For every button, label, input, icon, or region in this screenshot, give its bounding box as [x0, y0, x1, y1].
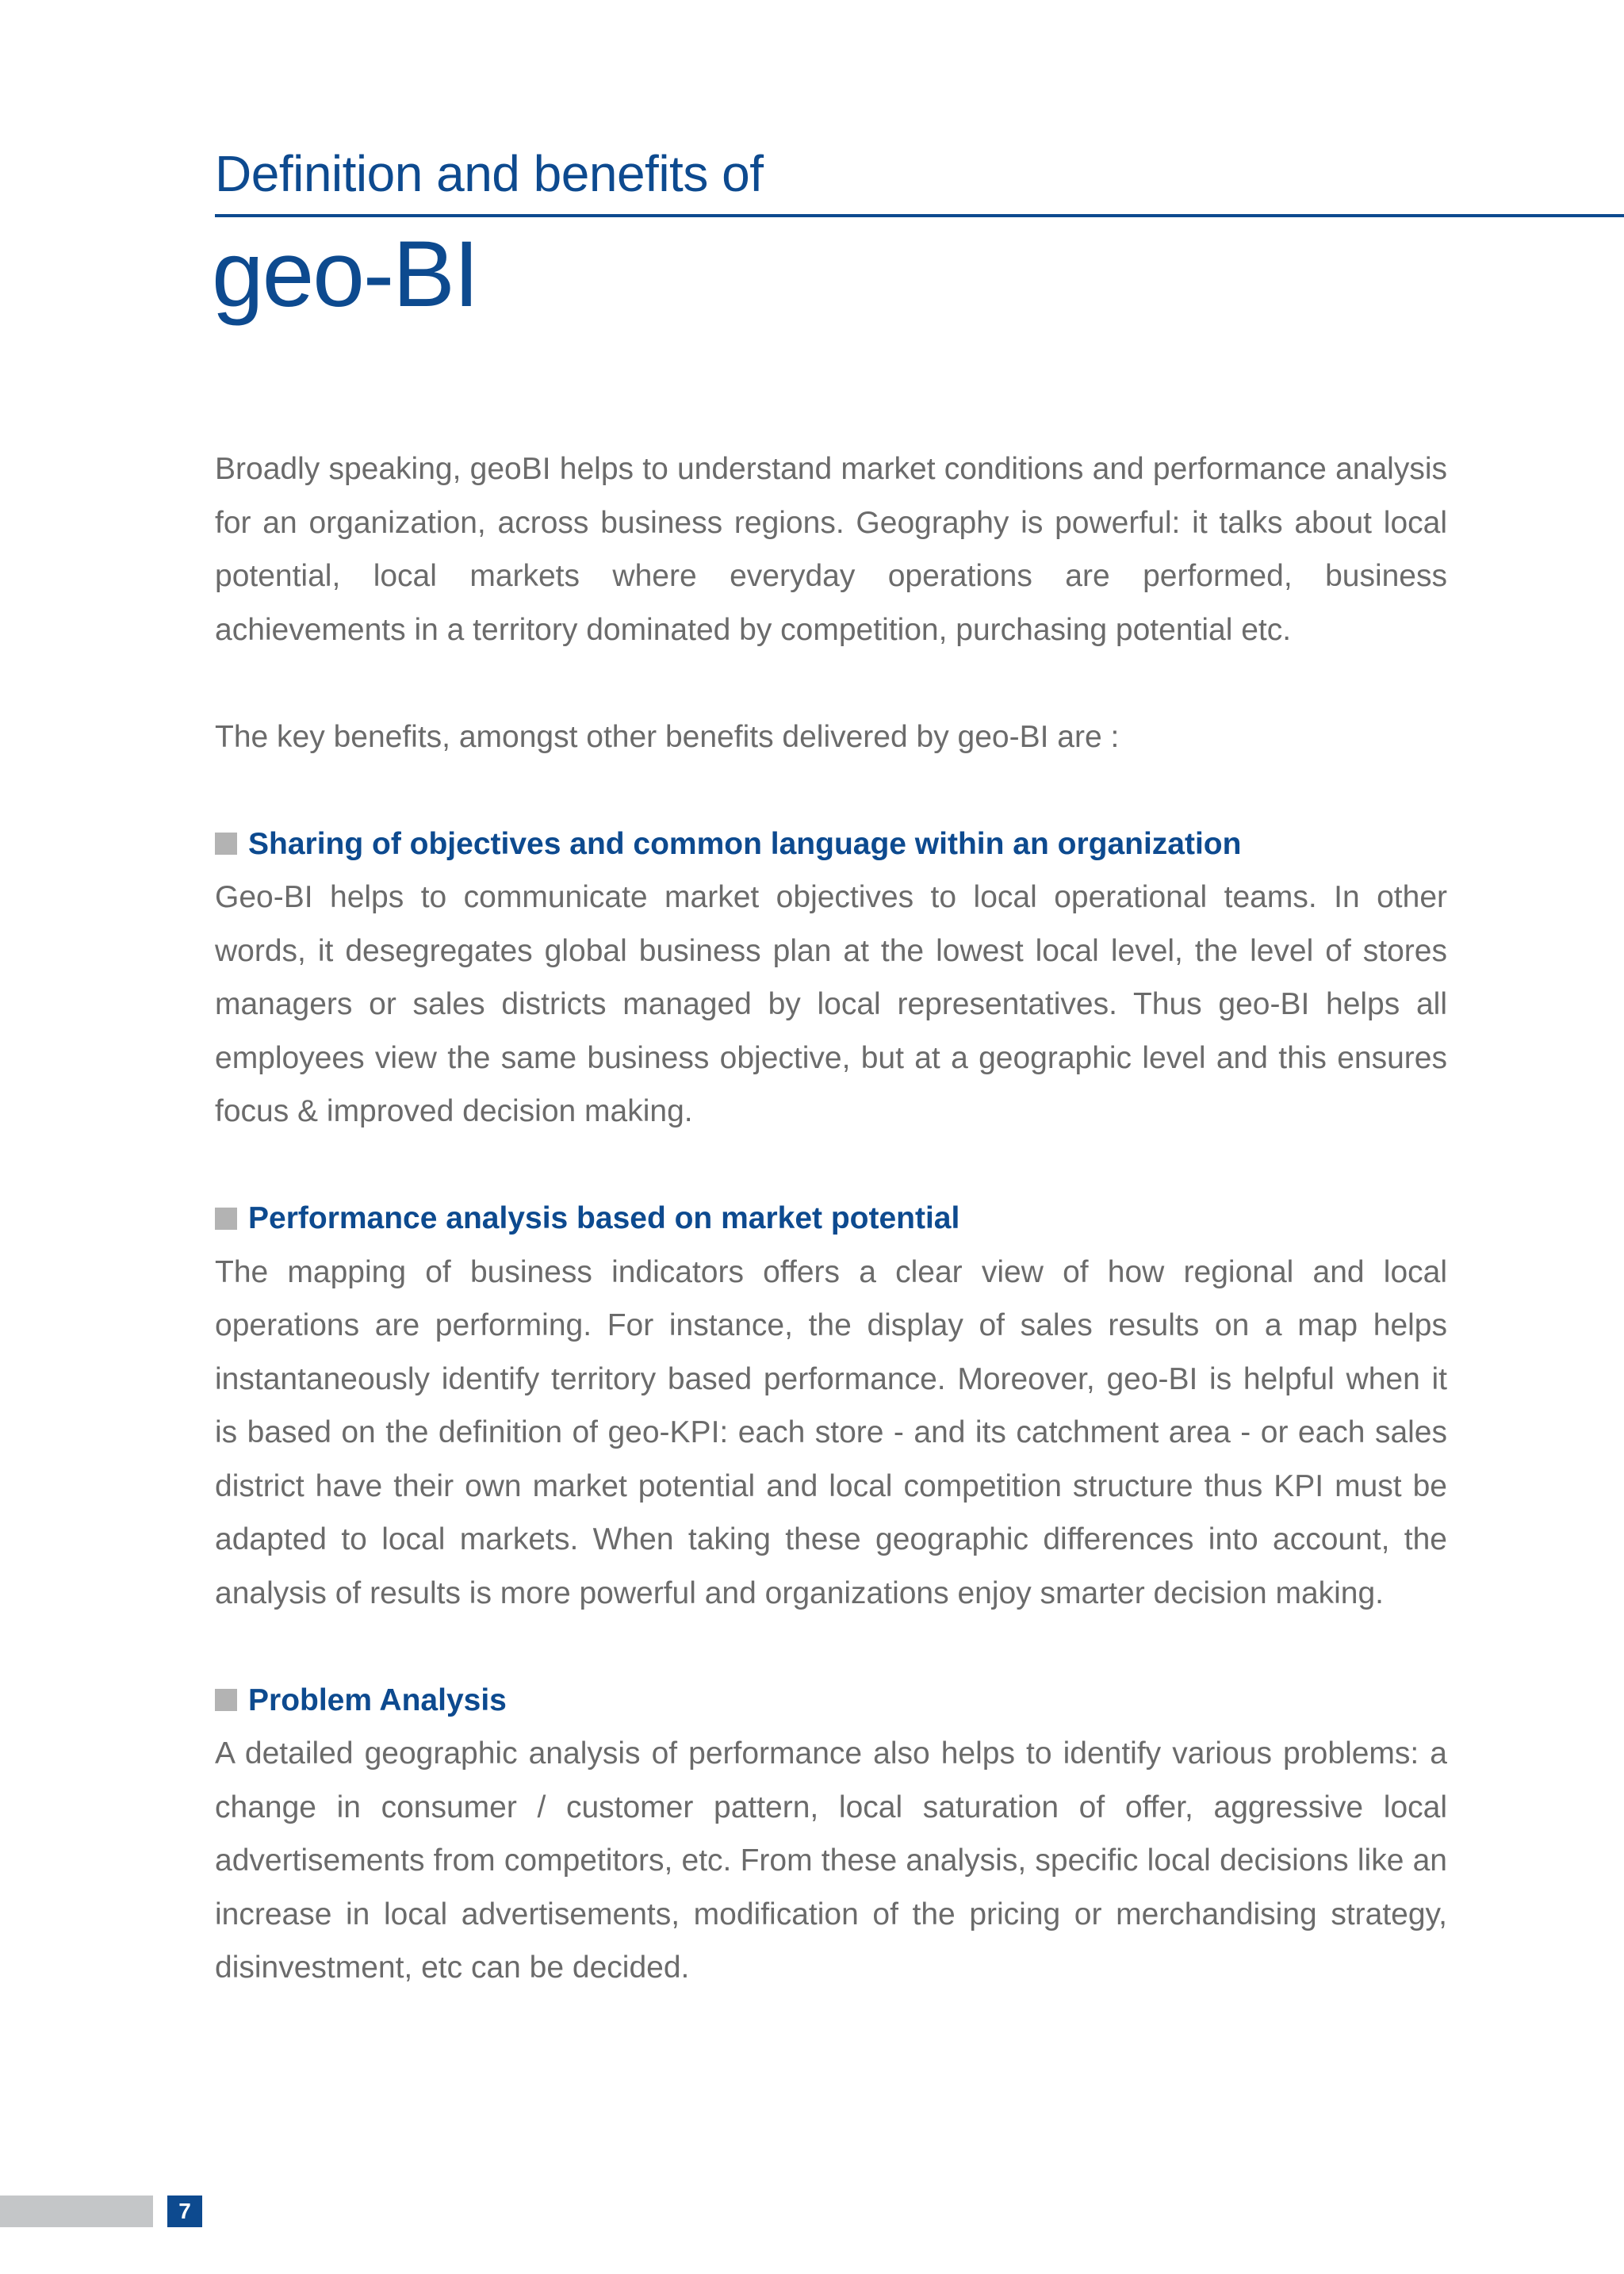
- section-body: A detailed geographic analysis of performance also helps to identify various problems: a change in consumer / customer pattern, local saturation of offer, aggressive local advertisements from competitors, etc. From these analysis, specific local decisions like an increase in local advertisements, modification of the pricing or merchandising strategy, disinvestment, etc can be decided.: [215, 1736, 1447, 1985]
- footer-bar: [0, 2196, 153, 2227]
- section-body: The mapping of business indicators offers a clear view of how regional and local operations are performing. For instance, the display of sales results on a map helps instantaneously identify territory based performance. Moreover, geo-BI is helpful when it is based on the definition of geo-KPI: each store - and its catchment area - or each sales district have their own market potential and local competition structure thus KPI must be adapted to local markets. When taking these geographic differences into account, the analysis of results is more powerful and organizations enjoy smarter decision making.: [215, 1254, 1447, 1610]
- spacer: [215, 657, 1447, 710]
- page-number: 7: [167, 2196, 202, 2227]
- square-bullet-icon: [215, 1208, 237, 1230]
- section-heading-text: Sharing of objectives and common language within an organization: [248, 826, 1242, 861]
- section-heading: [215, 1192, 1447, 1246]
- section-body: Geo-BI helps to communicate market objectives to local operational teams. In other words, it desegregates global business plan at the lowest local level, the level of stores managers or sales districts managed by local representatives. Thus geo-BI helps all employees view the same business objective, but at a geographic level and this ensures focus & improved decision making.: [215, 880, 1447, 1128]
- body-content: [215, 442, 1447, 1995]
- spacer: [215, 764, 1447, 817]
- section-heading-text: Problem Analysis: [248, 1683, 507, 1717]
- title-rule: [215, 214, 1624, 217]
- benefits-lead: The key benefits, amongst other benefits delivered by geo-BI are :: [215, 719, 1120, 754]
- square-bullet-icon: [215, 1689, 237, 1711]
- spacer: [215, 1620, 1447, 1674]
- section-heading-text: Performance analysis based on market potential: [248, 1201, 960, 1235]
- intro-paragraph: Broadly speaking, geoBI helps to understand market conditions and performance analysis for an organization, across business regions. Geography is powerful: it talks about local potential, local markets where everyday operations are performed, business achievements in a territory dominated by competition, purchasing potential etc.: [215, 452, 1447, 647]
- page-kicker: Definition and benefits of: [215, 145, 764, 202]
- section-heading: [215, 817, 1447, 871]
- section-heading: [215, 1674, 1447, 1728]
- page-title: geo-BI: [212, 222, 478, 327]
- square-bullet-icon: [215, 833, 237, 855]
- spacer: [215, 1139, 1447, 1193]
